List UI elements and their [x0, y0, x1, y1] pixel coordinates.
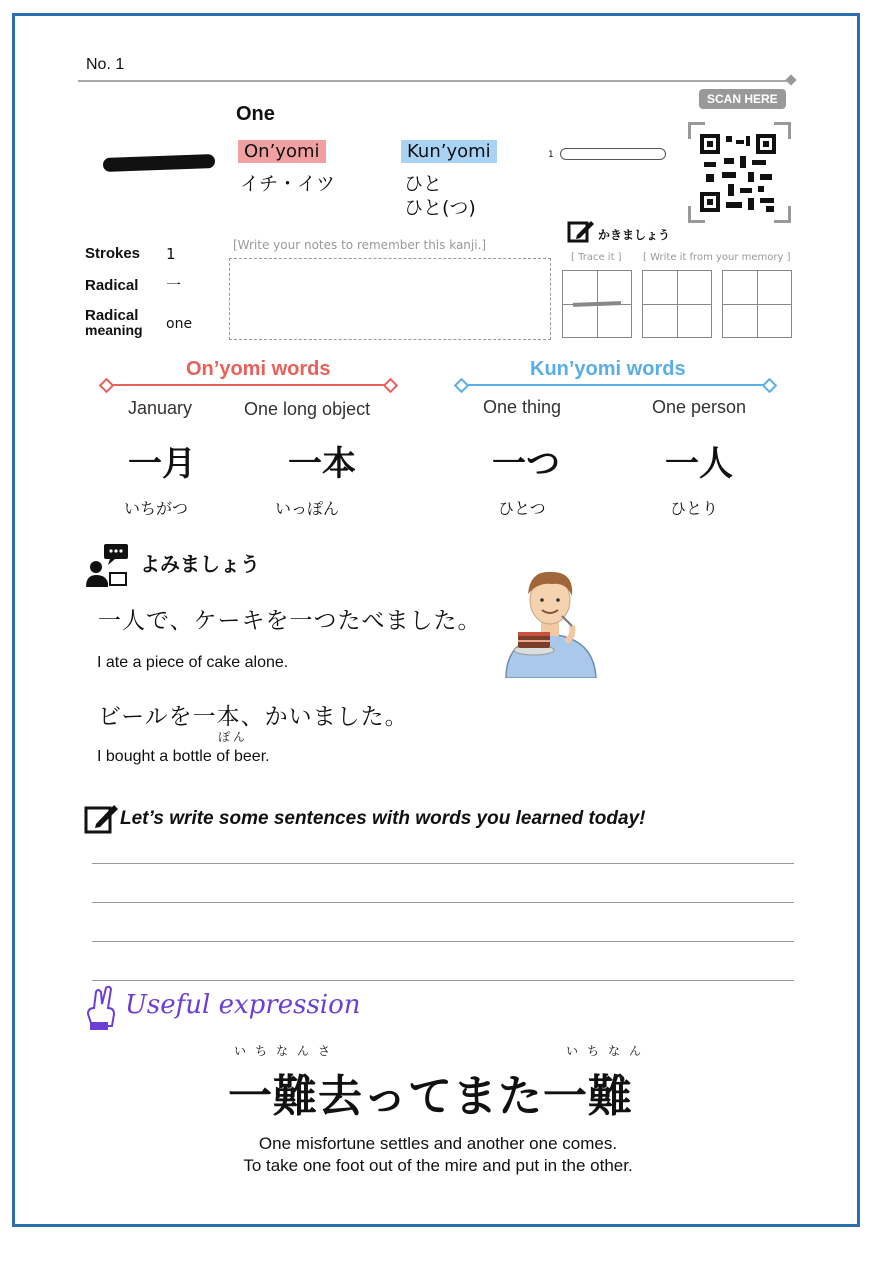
writing-title: Let’s write some sentences with words you learned today!: [120, 808, 646, 829]
reading-sentence-2-jp: ビールを一本、かいました。: [98, 704, 409, 730]
radical-meaning-label-line2: meaning: [85, 322, 143, 338]
writing-line-1[interactable]: [92, 863, 794, 864]
onyomi-word-1-kana: いちがつ: [124, 499, 189, 518]
expression-furigana-1: いちなんさ: [234, 1044, 340, 1058]
stroke-order-diagram: [560, 148, 666, 160]
kunyomi-word-2-meaning: One person: [652, 397, 747, 417]
writing-line-4[interactable]: [92, 980, 794, 981]
kunyomi-word-1-meaning: One thing: [483, 397, 562, 417]
strokes-label: Strokes: [85, 245, 141, 262]
notes-area[interactable]: [229, 258, 551, 340]
man-eating-cake-illustration: [500, 564, 600, 678]
useful-expression-title: Useful expression: [125, 990, 361, 1020]
onyomi-words-title: On’yomi words: [186, 358, 331, 380]
onyomi-label: On’yomi: [238, 140, 326, 163]
strokes-value: 1: [166, 245, 176, 263]
onyomi-word-2-kanji: 一本: [288, 444, 356, 484]
radical-value: 一: [166, 276, 182, 294]
kunyomi-word-2-kana: ひとり: [670, 499, 719, 518]
kunyomi-word-2-kanji: 一人: [665, 444, 733, 484]
reading-title: よみましょう: [140, 552, 260, 576]
header-divider: [78, 80, 792, 82]
reading-sentence-1-en: I ate a piece of cake alone.: [97, 654, 289, 671]
kanji-meaning: One: [236, 103, 275, 125]
notes-caption: [Write your notes to remember this kanji.]: [233, 238, 487, 252]
expression-translation-1: One misfortune settles and another one comes.: [258, 1134, 618, 1153]
qr-code-icon[interactable]: [700, 134, 776, 212]
expression-translation-2: To take one foot out of the mire and put in the other.: [243, 1156, 633, 1175]
trace-caption: [ Trace it ]: [571, 252, 622, 263]
crossed-fingers-hand-icon: [84, 984, 120, 1030]
lesson-number: No. 1: [86, 56, 125, 73]
onyomi-divider: [106, 384, 390, 386]
write-pencil-icon: [84, 800, 120, 836]
kunyomi-reading-2: ひと(つ): [404, 197, 476, 219]
writing-line-3[interactable]: [92, 941, 794, 942]
reading-sentence-1-jp: 一人で、ケーキを一つたべました。: [98, 608, 482, 634]
kunyomi-words-title: Kun’yomi words: [530, 358, 686, 380]
memory-cell-1[interactable]: [642, 270, 712, 338]
onyomi-word-2-kana: いっぽん: [275, 499, 340, 518]
radical-meaning-label: [85, 309, 143, 337]
reading-sentence-2-en: I bought a bottle of beer.: [97, 748, 270, 765]
onyomi-word-1-kanji: 一月: [128, 444, 196, 484]
onyomi-word-1-meaning: January: [128, 398, 193, 418]
kunyomi-reading-1: ひと: [404, 173, 443, 195]
expression-furigana-2: いちなん: [566, 1044, 651, 1058]
radical-meaning-value: one: [166, 316, 193, 332]
memory-caption: [ Write it from your memory ]: [643, 252, 791, 263]
expression-text: 一難去ってまた一難: [228, 1071, 633, 1122]
onyomi-reading: イチ・イツ: [240, 173, 336, 195]
reading-person-icon: [84, 543, 132, 587]
pencil-note-icon: [567, 218, 595, 244]
qr-corner-tr: [774, 122, 791, 139]
qr-corner-br: [774, 206, 791, 223]
practice-title: かきましょう: [598, 228, 671, 242]
scan-here-badge[interactable]: SCAN HERE: [699, 89, 786, 109]
onyomi-word-2-meaning: One long object: [244, 399, 371, 419]
kunyomi-label: Kun’yomi: [401, 140, 497, 163]
kunyomi-divider: [461, 384, 769, 386]
kunyomi-word-1-kanji: 一つ: [492, 444, 560, 484]
trace-cell[interactable]: [562, 270, 632, 338]
stroke-order-number: 1: [548, 150, 554, 160]
trace-stroke: [573, 301, 621, 307]
kunyomi-word-1-kana: ひとつ: [498, 499, 546, 518]
reading-sentence-2-furigana: ぽん: [218, 730, 249, 744]
radical-label: Radical: [85, 277, 139, 294]
writing-line-2[interactable]: [92, 902, 794, 903]
radical-meaning-label-line1: Radical: [85, 307, 139, 324]
memory-cell-2[interactable]: [722, 270, 792, 338]
